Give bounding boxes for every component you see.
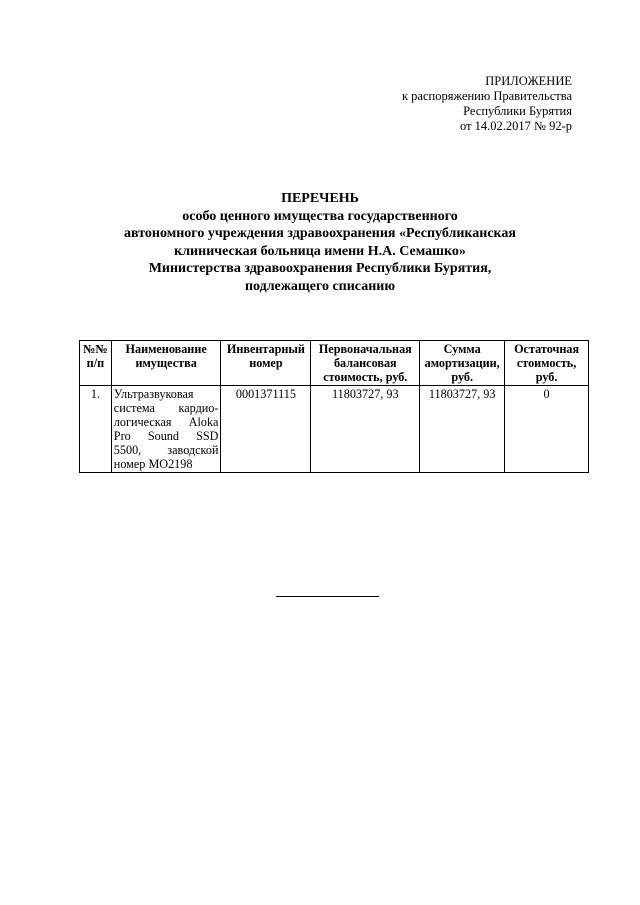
table-header-row	[80, 341, 589, 386]
appendix-heading: ПРИЛОЖЕНИЕ	[485, 74, 572, 88]
appendix-ref-line: к распоряжению Правительства	[401, 89, 572, 103]
title-line: клиническая больница имени Н.А. Семашко»	[174, 243, 466, 259]
title-line: Министерства здравоохранения Республики Бурятия,	[148, 261, 492, 276]
col-header-inventory: Инвентарный номер	[221, 341, 311, 386]
col-header-depreciation: Сумма амортизации, руб.	[420, 341, 505, 386]
cell-initial-cost: 11803727, 93	[311, 386, 420, 473]
title-heading: ПЕРЕЧЕНЬ	[281, 191, 359, 206]
table-row	[80, 386, 589, 473]
cell-name: Ультразвуковая система кардио-логическая Aloka Pro Sound SSD 5500, заводской номер MO2198	[111, 386, 221, 473]
col-header-initial-cost: Первоначальная балансовая стоимость, руб.	[311, 341, 420, 386]
cell-depreciation: 11803727, 93	[420, 386, 505, 473]
document-title	[0, 190, 640, 295]
col-header-residual: Остаточная стоимость, руб.	[505, 341, 589, 386]
cell-inventory: 0001371115	[221, 386, 311, 473]
col-header-name: Наименование имущества	[111, 341, 221, 386]
title-line: особо ценного имущества государственного	[182, 208, 458, 224]
appendix-date-number: от 14.02.2017 № 92-р	[459, 119, 572, 133]
cell-number: 1.	[80, 386, 112, 473]
col-header-number: №№ п/п	[80, 341, 112, 386]
property-table	[79, 340, 589, 473]
cell-residual: 0	[505, 386, 589, 473]
appendix-block	[402, 74, 572, 134]
end-divider-line	[276, 596, 379, 597]
appendix-ref-line: Республики Бурятия	[463, 104, 572, 118]
title-line: автономного учреждения здравоохранения «Республиканская	[124, 226, 516, 241]
title-line: подлежащего списанию	[244, 278, 396, 294]
